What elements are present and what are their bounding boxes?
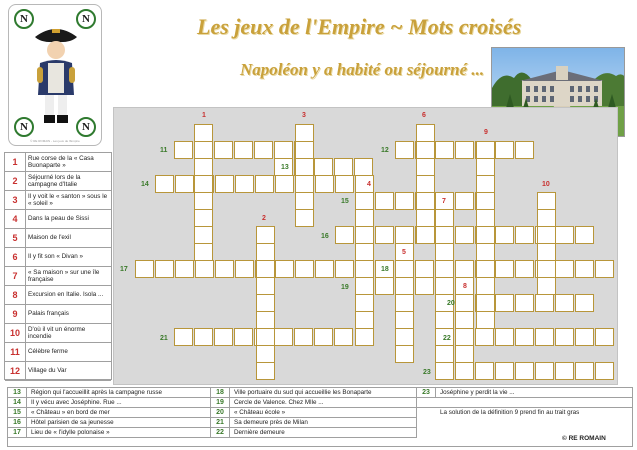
crossword-cell[interactable] [294, 328, 313, 346]
crossword-cell[interactable] [334, 158, 353, 176]
crossword-cell[interactable] [355, 175, 374, 193]
crossword-cell[interactable] [255, 175, 274, 193]
crossword-cell[interactable] [174, 328, 193, 346]
crossword-cell[interactable] [495, 328, 514, 346]
crossword-cell[interactable] [395, 141, 414, 159]
crossword-cell[interactable] [194, 243, 213, 261]
crossword-cell[interactable] [395, 260, 414, 278]
crossword-cell[interactable] [235, 175, 254, 193]
crossword-cell[interactable] [455, 328, 474, 346]
crossword-cell[interactable] [575, 294, 594, 312]
clue-row: 17 Lieu de « l'idylle polonaise » [8, 428, 211, 438]
crossword-cell[interactable] [355, 277, 374, 295]
crossword-cell[interactable] [395, 226, 414, 244]
crossword-cell[interactable] [455, 345, 474, 363]
clue-number: 11 [5, 343, 26, 361]
clue-number: 5 [5, 229, 26, 247]
crossword-cell[interactable] [595, 260, 614, 278]
corner-n-badge: N [76, 9, 96, 29]
clue-text: Il y fit son « Divan » [28, 253, 83, 261]
crossword-cell[interactable] [595, 328, 614, 346]
crossword-cell[interactable] [355, 260, 374, 278]
crossword-cell[interactable] [495, 294, 514, 312]
crossword-cell[interactable] [455, 226, 474, 244]
grid-number-19: 19 [341, 284, 349, 291]
crossword-cell[interactable] [195, 260, 214, 278]
crossword-cell[interactable] [155, 260, 174, 278]
card-caption: © RE ROMAIN - Les jeux de l'Empire [30, 139, 80, 143]
crossword-cell[interactable] [435, 260, 454, 278]
clue-row [5, 343, 111, 362]
clue-row: 21 Sa demeure près de Milan [211, 418, 417, 428]
crossword-cell[interactable] [416, 124, 435, 142]
crossword-cell[interactable] [315, 175, 334, 193]
clue-text: Il y voit le « santon » sous le « soleil » [28, 192, 108, 207]
crossword-cell[interactable] [275, 260, 294, 278]
crossword-cell[interactable] [515, 362, 534, 380]
crossword-cell[interactable] [575, 328, 594, 346]
solution-note: La solution de la définition 9 prend fin au trait gras [440, 409, 580, 416]
crossword-cell[interactable] [256, 345, 275, 363]
clue-row: 16 Hôtel parisien de sa jeunesse [8, 418, 211, 428]
crossword-cell[interactable] [155, 175, 174, 193]
crossword-cell[interactable] [416, 192, 435, 210]
clue-row [5, 324, 111, 343]
corner-n-badge: N [76, 117, 96, 137]
clue-number: 3 [5, 191, 26, 209]
crossword-cell[interactable] [295, 192, 314, 210]
crossword-cell[interactable] [416, 141, 435, 159]
clue-row [5, 153, 111, 172]
crossword-cell[interactable] [355, 192, 374, 210]
grid-number-4: 4 [367, 181, 371, 188]
crossword-cell[interactable] [295, 209, 314, 227]
clue-row: 23 Joséphine y perdit la vie ... [417, 388, 632, 398]
grid-number-15: 15 [341, 198, 349, 205]
crossword-cell[interactable] [194, 209, 213, 227]
horizontal-clues-table [7, 387, 633, 447]
crossword-cell[interactable] [476, 260, 495, 278]
clue-row [5, 362, 111, 381]
grid-number-1: 1 [202, 112, 206, 119]
grid-number-17: 17 [120, 266, 128, 273]
crossword-cell[interactable] [415, 260, 434, 278]
crossword-cell[interactable] [435, 243, 454, 261]
grid-number-11: 11 [160, 147, 168, 154]
crossword-cell[interactable] [537, 226, 556, 244]
crossword-cell[interactable] [476, 192, 495, 210]
crossword-cell[interactable] [495, 226, 514, 244]
crossword-cell[interactable] [435, 311, 454, 329]
clue-number: 1 [5, 153, 26, 171]
crossword-cell[interactable] [537, 243, 556, 261]
clue-text: Palais français [28, 310, 69, 318]
crossword-cell[interactable] [375, 192, 394, 210]
crossword-cell[interactable] [535, 328, 554, 346]
crossword-cell[interactable] [295, 141, 314, 159]
napoleon-figure-icon [31, 23, 81, 127]
crossword-cell[interactable] [435, 226, 454, 244]
crossword-cell[interactable] [395, 311, 414, 329]
napoleon-card [8, 4, 102, 146]
crossword-cell[interactable] [194, 124, 213, 142]
crossword-cell[interactable] [555, 226, 574, 244]
crossword-cell[interactable] [275, 175, 294, 193]
clue-number: 8 [5, 286, 26, 304]
crossword-cell[interactable] [355, 328, 374, 346]
crossword-cell[interactable] [314, 328, 333, 346]
clue-text: Rue corse de la « Casa Buonaparte » [28, 154, 94, 169]
crossword-cell[interactable] [254, 141, 273, 159]
crossword-cell[interactable] [435, 209, 454, 227]
grid-number-20: 20 [447, 300, 455, 307]
clue-row [5, 305, 111, 324]
clue-row: 15 « Château » en bord de mer [8, 408, 211, 418]
clue-row [5, 248, 111, 267]
clue-text: Dans la peau de Sissi [28, 215, 89, 223]
crossword-cell[interactable] [315, 260, 334, 278]
crossword-cell[interactable] [515, 226, 534, 244]
crossword-cell[interactable] [475, 328, 494, 346]
crossword-cell[interactable] [476, 158, 495, 176]
crossword-cell[interactable] [214, 328, 233, 346]
crossword-cell[interactable] [476, 175, 495, 193]
crossword-cell[interactable] [355, 311, 374, 329]
clue-row [5, 172, 111, 191]
crossword-cell[interactable] [314, 158, 333, 176]
crossword-cell[interactable] [435, 362, 454, 380]
crossword-cell[interactable] [194, 141, 213, 159]
crossword-cell[interactable] [537, 277, 556, 295]
crossword-cell[interactable] [355, 209, 374, 227]
corner-n-badge: N [14, 117, 34, 137]
clue-number: 9 [5, 305, 26, 323]
crossword-cell[interactable] [555, 328, 574, 346]
grid-number-5: 5 [402, 249, 406, 256]
crossword-cell[interactable] [455, 141, 474, 159]
grid-number-9: 9 [484, 129, 488, 136]
crossword-cell[interactable] [555, 362, 574, 380]
grid-number-12: 12 [381, 147, 389, 154]
crossword-cell[interactable] [455, 362, 474, 380]
crossword-cell[interactable] [455, 311, 474, 329]
clue-number: 6 [5, 248, 26, 266]
clue-row: 22 Dernière demeure [211, 428, 417, 438]
crossword-cell[interactable] [495, 260, 514, 278]
crossword-cell[interactable] [335, 226, 354, 244]
crossword-cell[interactable] [555, 260, 574, 278]
grid-number-14: 14 [141, 181, 149, 188]
crossword-cell[interactable] [395, 192, 414, 210]
crossword-cell[interactable] [295, 124, 314, 142]
clue-text: Séjourné lors de la campagne d'Italie [28, 173, 81, 188]
crossword-cell[interactable] [334, 328, 353, 346]
crossword-cell[interactable] [435, 345, 454, 363]
clue-text: Célèbre ferme [28, 348, 68, 356]
clue-text: « Sa maison » sur une île française [28, 268, 100, 283]
clue-number: 2 [5, 172, 26, 190]
clue-row [5, 210, 111, 229]
crossword-cell[interactable] [214, 141, 233, 159]
crossword-cell[interactable] [215, 175, 234, 193]
crossword-cell[interactable] [476, 141, 495, 159]
crossword-cell[interactable] [256, 277, 275, 295]
grid-number-18: 18 [381, 266, 389, 273]
crossword-cell[interactable] [476, 226, 495, 244]
crossword-cell[interactable] [256, 328, 275, 346]
clue-row: 19 Cercle de Valence. Chez Mlle ... [211, 398, 417, 408]
clue-row: 14 Il y vécu avec Joséphine. Rue ... [8, 398, 211, 408]
grid-number-3: 3 [302, 112, 306, 119]
crossword-cell[interactable] [575, 226, 594, 244]
crossword-cell[interactable] [495, 362, 514, 380]
crossword-cell[interactable] [234, 328, 253, 346]
crossword-cell[interactable] [476, 209, 495, 227]
clue-text: Village du Var [28, 367, 67, 375]
crossword-cell[interactable] [355, 226, 374, 244]
crossword-cell[interactable] [355, 294, 374, 312]
crossword-cell[interactable] [256, 226, 275, 244]
crossword-cell[interactable] [194, 175, 213, 193]
crossword-cell[interactable] [256, 294, 275, 312]
clue-number: 7 [5, 267, 26, 285]
grid-number-22: 22 [443, 335, 451, 342]
clue-number: 10 [5, 324, 26, 342]
grid-number-6: 6 [422, 112, 426, 119]
crossword-cell[interactable] [234, 141, 253, 159]
corner-n-badge: N [14, 9, 34, 29]
crossword-cell[interactable] [354, 158, 373, 176]
clue-row: 18 Ville portuaire du sud qui accueillie les Bonaparte [211, 388, 417, 398]
clue-row [5, 286, 111, 305]
crossword-cell[interactable] [476, 277, 495, 295]
crossword-cell[interactable] [537, 260, 556, 278]
crossword-cell[interactable] [295, 260, 314, 278]
crossword-cell[interactable] [515, 141, 534, 159]
clue-text: Excursion en Italie. Isola ... [28, 291, 104, 299]
crossword-cell[interactable] [515, 260, 534, 278]
crossword-cell[interactable] [194, 328, 213, 346]
crossword-cell[interactable] [515, 328, 534, 346]
crossword-cell[interactable] [537, 192, 556, 210]
crossword-cell[interactable] [416, 226, 435, 244]
grid-number-7: 7 [442, 198, 446, 205]
copyright-credit: © RE ROMAIN [562, 435, 606, 442]
crossword-cell[interactable] [274, 141, 293, 159]
crossword-cell[interactable] [535, 294, 554, 312]
crossword-cell[interactable] [375, 277, 394, 295]
crossword-cell[interactable] [455, 294, 474, 312]
grid-number-2: 2 [262, 215, 266, 222]
crossword-cell[interactable] [595, 362, 614, 380]
crossword-cell[interactable] [515, 294, 534, 312]
crossword-cell[interactable] [555, 294, 574, 312]
grid-number-21: 21 [160, 335, 168, 342]
crossword-cell[interactable] [256, 362, 275, 380]
clue-text: D'où il vit un énorme incendie [28, 325, 86, 340]
crossword-cell[interactable] [256, 311, 275, 329]
clue-row [5, 191, 111, 210]
clue-row: 20 « Château école » [211, 408, 417, 418]
crossword-cell[interactable] [135, 260, 154, 278]
clue-row [5, 229, 111, 248]
crossword-cell[interactable] [537, 209, 556, 227]
crossword-cell[interactable] [194, 192, 213, 210]
crossword-cell[interactable] [395, 345, 414, 363]
grid-number-16: 16 [321, 233, 329, 240]
crossword-cell[interactable] [416, 209, 435, 227]
crossword-cell[interactable] [235, 260, 254, 278]
page-subtitle: Napoléon y a habité ou séjourné ... [240, 60, 485, 79]
crossword-cell[interactable] [415, 277, 434, 295]
crossword-cell[interactable] [575, 362, 594, 380]
clue-row: 13 Région qui l'accueillit après la campagne russe [8, 388, 211, 398]
crossword-cell[interactable] [476, 243, 495, 261]
crossword-cell[interactable] [295, 175, 314, 193]
crossword-cell[interactable] [435, 141, 454, 159]
crossword-cell[interactable] [194, 158, 213, 176]
crossword-cell[interactable] [215, 260, 234, 278]
page-title: Les jeux de l'Empire ~ Mots croisés [197, 14, 522, 39]
grid-number-8: 8 [463, 283, 467, 290]
grid-number-23: 23 [423, 369, 431, 376]
crossword-cell[interactable] [274, 328, 293, 346]
crossword-cell[interactable] [535, 362, 554, 380]
empty-row [417, 398, 632, 408]
grid-number-13: 13 [281, 164, 289, 171]
crossword-cell[interactable] [194, 226, 213, 244]
crossword-cell[interactable] [175, 260, 194, 278]
crossword-cell[interactable] [455, 192, 474, 210]
clue-row [5, 267, 111, 286]
crossword-cell[interactable] [435, 277, 454, 295]
clue-text: Maison de l'exil [28, 234, 71, 242]
crossword-cell[interactable] [375, 226, 394, 244]
crossword-cell[interactable] [175, 175, 194, 193]
crossword-cell[interactable] [475, 362, 494, 380]
crossword-cell[interactable] [575, 260, 594, 278]
crossword-cell[interactable] [395, 294, 414, 312]
crossword-cell[interactable] [355, 243, 374, 261]
crossword-cell[interactable] [295, 158, 314, 176]
crossword-cell[interactable] [476, 311, 495, 329]
crossword-cell[interactable] [256, 243, 275, 261]
crossword-cell[interactable] [416, 175, 435, 193]
clue-number: 4 [5, 210, 26, 228]
crossword-cell[interactable] [174, 141, 193, 159]
crossword-cell[interactable] [395, 277, 414, 295]
crossword-cell[interactable] [256, 260, 275, 278]
crossword-cell[interactable] [455, 260, 474, 278]
crossword-cell[interactable] [416, 158, 435, 176]
clue-number: 12 [5, 362, 26, 380]
grid-number-10: 10 [542, 181, 550, 188]
crossword-cell[interactable] [476, 294, 495, 312]
vertical-clues-table [4, 152, 112, 380]
crossword-cell[interactable] [495, 141, 514, 159]
crossword-cell[interactable] [395, 328, 414, 346]
crossword-cell[interactable] [335, 260, 354, 278]
crossword-cell[interactable] [335, 175, 354, 193]
